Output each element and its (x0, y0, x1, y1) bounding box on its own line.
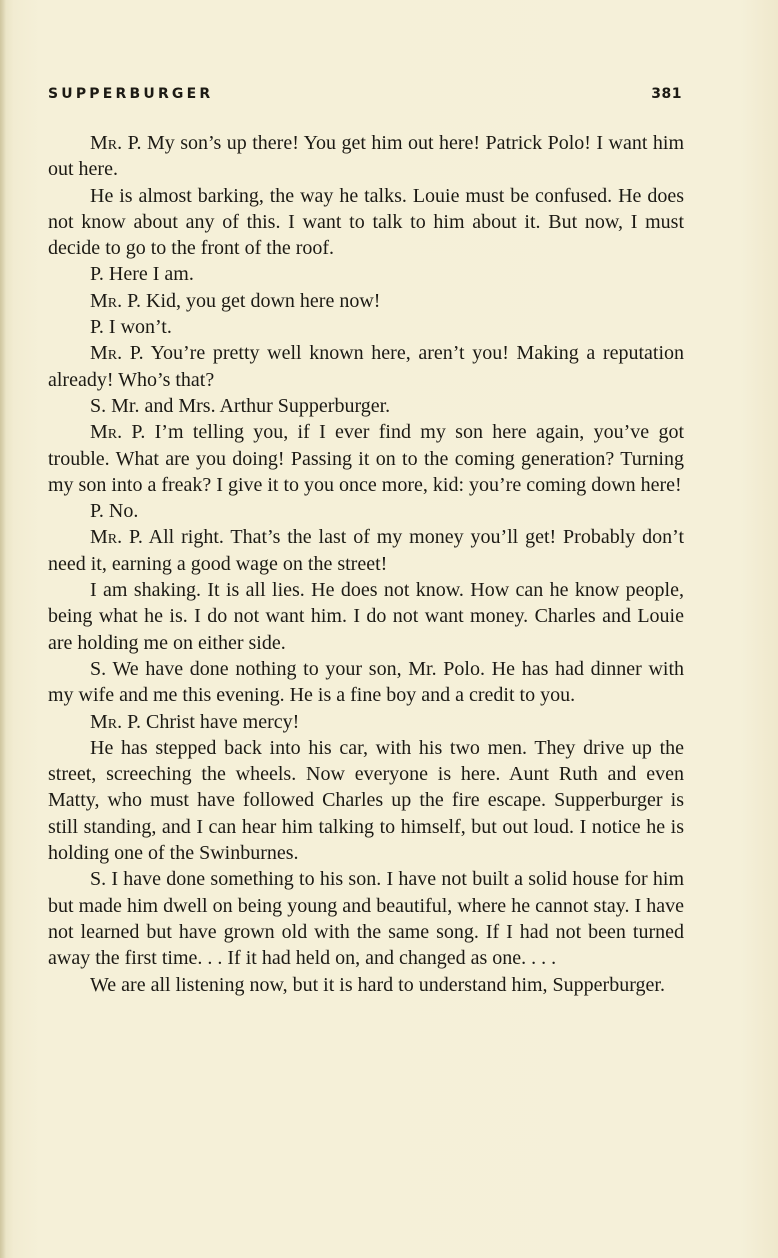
paragraph (48, 314, 684, 340)
paragraph (48, 735, 684, 866)
paragraph-text: We are all listening now, but it is hard to understand him, Supperburger. (90, 973, 665, 996)
speaker: Mr. P. (90, 421, 146, 444)
paragraph-text: He is almost barking, the way he talks. Louie must be confused. He does not know about any of this. I want to talk to him about it. But now, I must decide to go to the front of the roof. (48, 184, 684, 260)
paragraph-text: P. I won’t. (90, 316, 172, 339)
speaker: Mr. P. (90, 710, 142, 733)
paragraph-text: P. No. (90, 500, 139, 523)
paragraph-text: S. We have done nothing to your son, Mr. Polo. He has had dinner with my wife and me this evening. He is a fine boy and a credit to you. (48, 657, 684, 707)
paragraph-text: Christ have mercy! (141, 710, 300, 733)
paragraph (48, 972, 684, 998)
paragraph (48, 183, 684, 262)
paragraph (48, 656, 684, 709)
paragraph (48, 498, 684, 524)
paragraph-text: S. I have done something to his son. I have not built a solid house for him but made him dwell on being young and beautiful, where he cannot stay. I have not learned but have grown old with the same song. If I had not been turned away the first time. . . If it had held on, and changed as one. . . . (48, 868, 684, 970)
paragraph (48, 340, 684, 393)
body-text (48, 130, 684, 998)
paragraph-text: I’m telling you, if I ever find my son here again, you’ve got trouble. What are you doing! Passing it on to the coming generation? Turning my son into a freak? I give it to you once more, kid: you’re coming down here! (48, 421, 684, 496)
paragraph-text: I am shaking. It is all lies. He does not know. How can he know people, being what he is. I do not want him. I do not want money. Charles and Louie are holding me on either side. (48, 579, 684, 654)
page-number: 381 (651, 86, 682, 102)
paragraph (48, 261, 684, 287)
speaker: Mr. P. (90, 342, 144, 365)
page-gutter (0, 0, 6, 1258)
paragraph (48, 524, 684, 577)
paragraph (48, 866, 684, 971)
paragraph (48, 577, 684, 656)
paragraph (48, 288, 684, 314)
paragraph (48, 393, 684, 419)
speaker: Mr. P. (90, 132, 142, 154)
paragraph-text: He has stepped back into his car, with his two men. They drive up the street, screeching the wheels. Now everyone is here. Aunt Ruth and even Matty, who must have followed Charles up the fire escape. Supperburger is still standing, and I can hear him talking to himself, but out loud. I notice he is holding one of the Swinburnes. (48, 736, 684, 865)
paragraph (48, 419, 684, 498)
speaker: Mr. P. (90, 289, 142, 312)
paragraph-text: Kid, you get down here now! (141, 289, 381, 312)
paragraph-text: You’re pretty well known here, aren’t you! Making a reputation already! Who’s that? (48, 342, 684, 391)
speaker: Mr. P. (90, 526, 143, 549)
paragraph-text: P. Here I am. (90, 263, 194, 286)
paragraph-text: My son’s up there! You get him out here! Patrick Polo! I want him out here. (48, 132, 685, 181)
paragraph (48, 130, 684, 183)
paragraph-text: S. Mr. and Mrs. Arthur Supperburger. (90, 394, 391, 417)
paragraph (48, 709, 684, 735)
running-head: SUPPERBURGER (48, 86, 214, 102)
page-header (48, 86, 682, 108)
paragraph-text: All right. That’s the last of my money you’ll get! Probably don’t need it, earning a good wage on the street! (48, 526, 685, 575)
